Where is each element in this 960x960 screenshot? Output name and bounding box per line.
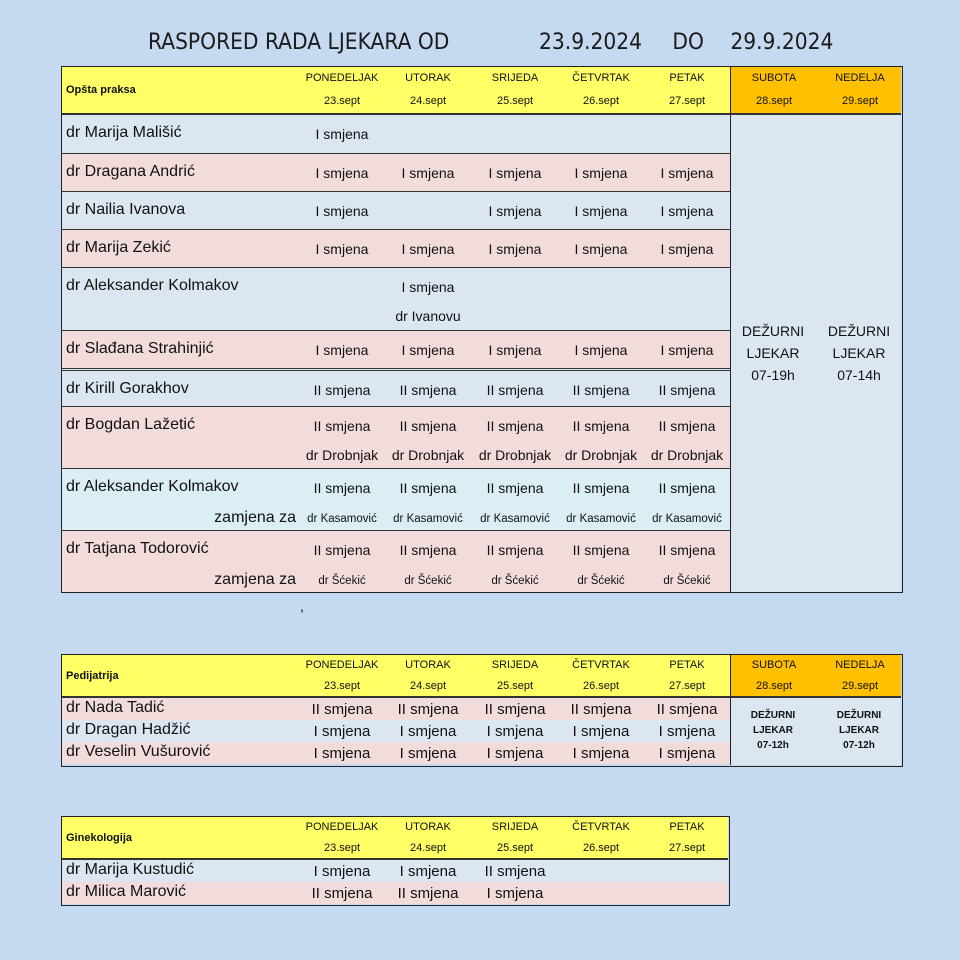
day-header: SRIJEDA bbox=[491, 71, 539, 84]
day-header: PETAK bbox=[669, 71, 705, 84]
substitute-cell: dr Drobnjak bbox=[564, 447, 638, 463]
substitute-cell: dr Kasamović bbox=[652, 513, 722, 525]
table-row bbox=[62, 406, 730, 468]
duty-text: 07-12h bbox=[843, 740, 875, 751]
day-header: PONEDELJAK bbox=[305, 659, 379, 672]
doctor-name: dr Veselin Vušurović bbox=[66, 743, 211, 760]
shift-cell: I smjena bbox=[488, 342, 542, 358]
date-header: 26.sept bbox=[582, 679, 620, 692]
doctor-name: dr Aleksander Kolmakov bbox=[66, 478, 239, 495]
doctor-name: dr Kirill Gorakhov bbox=[66, 380, 189, 397]
shift-cell: II smjena bbox=[486, 480, 544, 496]
duty-text: LJEKAR bbox=[752, 725, 793, 736]
replacement-label: zamjena za bbox=[214, 509, 296, 526]
duty-text: DEŽURNI bbox=[750, 710, 796, 721]
title-from-date: 23.9.2024 bbox=[539, 30, 643, 55]
substitute-cell: dr Šćekić bbox=[404, 575, 452, 587]
section-title: Ginekologija bbox=[66, 831, 133, 844]
weekend-duty-cell bbox=[730, 115, 901, 592]
date-header: 28.sept bbox=[755, 94, 793, 107]
duty-text: 07-19h bbox=[751, 367, 795, 383]
day-header: UTORAK bbox=[405, 659, 451, 672]
shift-cell: II smjena bbox=[486, 418, 544, 434]
table-row bbox=[62, 368, 730, 406]
table-row bbox=[62, 530, 730, 592]
date-header: 26.sept bbox=[582, 94, 620, 107]
shift-cell: I smjena bbox=[313, 723, 371, 740]
duty-text: LJEKAR bbox=[746, 345, 800, 361]
shift-cell: II smjena bbox=[572, 480, 630, 496]
shift-cell: I smjena bbox=[399, 863, 457, 880]
shift-cell: I smjena bbox=[574, 203, 628, 219]
date-header: 24.sept bbox=[409, 94, 447, 107]
ginekologija-table bbox=[61, 816, 730, 906]
duty-text: DEŽURNI bbox=[741, 323, 805, 339]
table-header bbox=[62, 655, 730, 698]
shift-cell: I smjena bbox=[488, 203, 542, 219]
doctor-name: dr Aleksander Kolmakov bbox=[66, 277, 239, 294]
table-row bbox=[62, 153, 730, 191]
substitute-cell: dr Kasamović bbox=[480, 513, 550, 525]
shift-cell: I smjena bbox=[401, 342, 455, 358]
shift-cell: II smjena bbox=[656, 701, 718, 718]
shift-cell: I smjena bbox=[488, 241, 542, 257]
shift-cell: I smjena bbox=[574, 342, 628, 358]
shift-cell: I smjena bbox=[658, 745, 716, 762]
shift-cell: I smjena bbox=[486, 723, 544, 740]
date-header: 29.sept bbox=[841, 679, 879, 692]
day-header: PETAK bbox=[669, 659, 705, 672]
table-row bbox=[62, 330, 730, 368]
substitute-cell: dr Kasamović bbox=[566, 513, 636, 525]
day-header: ČETVRTAK bbox=[572, 659, 630, 672]
substitute-cell: dr Šćekić bbox=[491, 575, 539, 587]
day-header: SRIJEDA bbox=[491, 821, 539, 834]
shift-cell: I smjena bbox=[574, 241, 628, 257]
duty-text: LJEKAR bbox=[832, 345, 886, 361]
doctor-name: dr Dragan Hadžić bbox=[66, 721, 191, 738]
shift-cell: II smjena bbox=[658, 480, 716, 496]
section-title: Pedijatrija bbox=[66, 669, 119, 682]
duty-text: LJEKAR bbox=[838, 725, 879, 736]
day-header: ČETVRTAK bbox=[572, 821, 630, 834]
shift-cell: I smjena bbox=[315, 126, 369, 142]
shift-cell: II smjena bbox=[399, 480, 457, 496]
shift-cell: I smjena bbox=[660, 241, 714, 257]
date-header: 29.sept bbox=[841, 94, 879, 107]
shift-cell: I smjena bbox=[315, 241, 369, 257]
table-row bbox=[62, 720, 730, 742]
shift-cell: II smjena bbox=[399, 382, 457, 398]
table-row bbox=[62, 742, 730, 764]
doctor-name: dr Bogdan Lažetić bbox=[66, 416, 195, 433]
shift-cell: I smjena bbox=[572, 723, 630, 740]
title-label: RASPORED RADA LJEKARA OD bbox=[148, 30, 450, 55]
shift-cell: I smjena bbox=[315, 203, 369, 219]
shift-cell: I smjena bbox=[401, 241, 455, 257]
substitute-cell: dr Drobnjak bbox=[305, 447, 379, 463]
shift-cell: II smjena bbox=[658, 382, 716, 398]
shift-cell: II smjena bbox=[658, 542, 716, 558]
date-header: 23.sept bbox=[323, 841, 361, 854]
date-header: 23.sept bbox=[323, 679, 361, 692]
title-to-date: 29.9.2024 bbox=[730, 30, 834, 55]
substitute-cell: dr Šćekić bbox=[663, 575, 711, 587]
day-header: SRIJEDA bbox=[491, 659, 539, 672]
shift-cell: II smjena bbox=[658, 418, 716, 434]
date-header: 24.sept bbox=[409, 841, 447, 854]
replacement-label: zamjena za bbox=[214, 571, 296, 588]
day-header: ČETVRTAK bbox=[572, 71, 630, 84]
doctor-name: dr Dragana Andrić bbox=[66, 163, 195, 180]
duty-text: 07-12h bbox=[757, 740, 789, 751]
doctor-name: dr Marija Mališić bbox=[66, 124, 182, 141]
shift-cell: II smjena bbox=[484, 701, 546, 718]
opsta-praksa-table bbox=[61, 66, 903, 593]
table-header bbox=[62, 817, 728, 860]
shift-cell: II smjena bbox=[313, 542, 371, 558]
day-header: UTORAK bbox=[405, 71, 451, 84]
date-header: 27.sept bbox=[668, 841, 706, 854]
shift-cell: II smjena bbox=[397, 885, 459, 902]
shift-cell: I smjena bbox=[658, 723, 716, 740]
substitute-cell: dr Drobnjak bbox=[391, 447, 465, 463]
shift-cell: I smjena bbox=[399, 745, 457, 762]
doctor-name: dr Tatjana Todorović bbox=[66, 540, 209, 557]
duty-text: 07-14h bbox=[837, 367, 881, 383]
table-row bbox=[62, 468, 730, 530]
date-header: 28.sept bbox=[755, 679, 793, 692]
shift-cell: II smjena bbox=[572, 418, 630, 434]
shift-cell: II smjena bbox=[313, 382, 371, 398]
date-header: 25.sept bbox=[496, 679, 534, 692]
substitute-cell: dr Drobnjak bbox=[650, 447, 724, 463]
shift-cell: I smjena bbox=[315, 165, 369, 181]
table-row bbox=[62, 229, 730, 267]
day-header: NEDELJA bbox=[835, 659, 885, 672]
shift-cell: I smjena bbox=[572, 745, 630, 762]
substitute-cell: dr Kasamović bbox=[393, 513, 463, 525]
weekend-header bbox=[730, 655, 901, 698]
weekend-header bbox=[730, 67, 901, 115]
doctor-name: dr Marija Zekić bbox=[66, 239, 171, 256]
shift-cell: I smjena bbox=[401, 279, 455, 295]
shift-cell: II smjena bbox=[313, 480, 371, 496]
shift-cell: I smjena bbox=[399, 723, 457, 740]
day-header: PONEDELJAK bbox=[305, 821, 379, 834]
pedijatrija-table bbox=[61, 654, 903, 767]
substitute-cell: dr Kasamović bbox=[307, 513, 377, 525]
weekend-duty-cell bbox=[730, 698, 901, 765]
shift-cell: II smjena bbox=[486, 542, 544, 558]
doctor-name: dr Slađana Strahinjić bbox=[66, 340, 214, 357]
shift-cell: II smjena bbox=[311, 885, 373, 902]
stray-mark: , bbox=[300, 598, 304, 614]
day-header: SUBOTA bbox=[751, 71, 797, 84]
title-to-label: DO bbox=[672, 30, 704, 55]
date-header: 26.sept bbox=[582, 841, 620, 854]
substitute-cell: dr Drobnjak bbox=[478, 447, 552, 463]
day-header: PETAK bbox=[669, 821, 705, 834]
day-header: NEDELJA bbox=[835, 71, 885, 84]
date-header: 23.sept bbox=[323, 94, 361, 107]
doctor-name: dr Nailia Ivanova bbox=[66, 201, 186, 218]
shift-cell: II smjena bbox=[313, 418, 371, 434]
table-row bbox=[62, 698, 730, 720]
shift-cell: I smjena bbox=[486, 885, 544, 902]
day-header: UTORAK bbox=[405, 821, 451, 834]
day-header: SUBOTA bbox=[751, 659, 797, 672]
doctor-name: dr Milica Marović bbox=[66, 883, 187, 900]
shift-cell: I smjena bbox=[660, 342, 714, 358]
shift-cell: II smjena bbox=[486, 382, 544, 398]
table-row bbox=[62, 191, 730, 229]
date-header: 27.sept bbox=[668, 679, 706, 692]
shift-cell: II smjena bbox=[572, 542, 630, 558]
date-header: 25.sept bbox=[496, 841, 534, 854]
shift-cell: II smjena bbox=[484, 863, 546, 880]
table-row bbox=[62, 860, 728, 882]
table-row bbox=[62, 115, 730, 153]
shift-cell: I smjena bbox=[315, 342, 369, 358]
table-row bbox=[62, 882, 728, 904]
shift-cell: I smjena bbox=[313, 863, 371, 880]
duty-text: DEŽURNI bbox=[836, 710, 882, 721]
substitute-cell: dr Šćekić bbox=[577, 575, 625, 587]
shift-cell: II smjena bbox=[570, 701, 632, 718]
shift-cell: I smjena bbox=[574, 165, 628, 181]
shift-cell: II smjena bbox=[311, 701, 373, 718]
substitute-cell: dr Šćekić bbox=[318, 575, 366, 587]
day-header: PONEDELJAK bbox=[305, 71, 379, 84]
shift-cell: I smjena bbox=[488, 165, 542, 181]
shift-cell: I smjena bbox=[313, 745, 371, 762]
date-header: 27.sept bbox=[668, 94, 706, 107]
shift-cell: II smjena bbox=[572, 382, 630, 398]
shift-cell: I smjena bbox=[486, 745, 544, 762]
shift-cell: II smjena bbox=[397, 701, 459, 718]
shift-cell: I smjena bbox=[660, 165, 714, 181]
doctor-name: dr Nada Tadić bbox=[66, 699, 165, 716]
shift-cell: II smjena bbox=[399, 542, 457, 558]
table-header bbox=[62, 67, 730, 115]
doctor-name: dr Marija Kustudić bbox=[66, 861, 195, 878]
shift-cell: II smjena bbox=[399, 418, 457, 434]
section-title: Opšta praksa bbox=[66, 84, 136, 96]
date-header: 25.sept bbox=[496, 94, 534, 107]
substitute-cell: dr Ivanovu bbox=[395, 308, 461, 324]
date-header: 24.sept bbox=[409, 679, 447, 692]
duty-text: DEŽURNI bbox=[827, 323, 891, 339]
table-row bbox=[62, 267, 730, 330]
shift-cell: I smjena bbox=[401, 165, 455, 181]
shift-cell: I smjena bbox=[660, 203, 714, 219]
